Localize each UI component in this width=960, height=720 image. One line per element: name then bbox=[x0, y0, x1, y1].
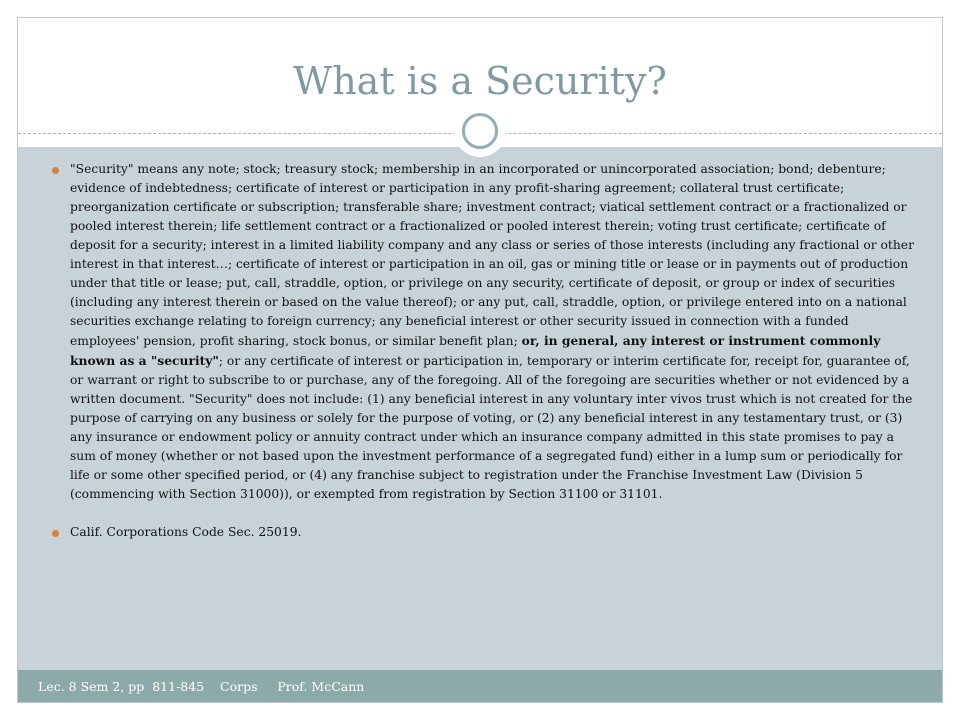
bullet-icon bbox=[52, 530, 59, 537]
citation-text: Calif. Corporations Code Sec. 25019. bbox=[70, 525, 302, 539]
definition-text-end: ; or any certificate of interest or participation in, temporary or interim certificate for, receipt for, guarantee of, or warrant or right to subscribe to or purchase, any of the foregoing. All of the foregoing are securities whether or not evidenced by a written document. "Security" does not include: (1) any beneficial interest in any voluntary inter vivos trust which is not created for the purpose of carrying on any business or solely for the purpose of voting, or (2) any beneficial interest in any testamentary trust, or (3) any insurance or endowment policy or annuity contract under which an insurance company admitted in this state promises to pay a sum of money (whether or not based upon the investment performance of a segregated fund) either in a lump sum or periodically for life or some other specified period, or (4) any franchise subject to registration under the Franchise Investment Law (Division 5 (commencing with Section 31000)), or exempted from registration by Section 31100 or 31101. bbox=[70, 354, 913, 501]
bullet-item-definition bbox=[48, 160, 918, 504]
bullet-item-citation bbox=[48, 523, 918, 542]
bullet-list bbox=[48, 160, 918, 542]
bullet-icon bbox=[52, 167, 59, 174]
definition-text-emphasis: or, in general, any interest or instrument commonly known as a "security" bbox=[70, 333, 881, 368]
circle-ornament bbox=[454, 105, 506, 157]
footer-bar bbox=[18, 670, 942, 702]
definition-text-start: "Security" means any note; stock; treasury stock; membership in an incorporated or unincorporated association; bond; debenture; evidence of indebtedness; certificate of interest or participation in any profit-sharing agreement; collateral trust certificate; preorganization certificate or subscription; transferable share; investment contract; viatical settlement contract or a fractionalized or pooled interest therein; life settlement contract or a fractionalized or pooled interest therein; voting trust certificate; certificate of deposit for a security; interest in a limited liability company and any class or series of those interests (including any fractional or other interest in that interest…; certificate of interest or participation in an oil, gas or mining title or lease or in payments out of production under that title or lease; put, call, straddle, option, or privilege on any security, certificate of deposit, or group or index of securities (including any interest therein or based on the value thereof); or any put, call, straddle, option, or privilege entered into on a national securities exchange relating to foreign currency; any beneficial interest or other security issued in connection with a funded employees' pension, profit sharing, stock bonus, or similar benefit plan; bbox=[70, 162, 914, 348]
footer-text: Lec. 8 Sem 2, pp 811-845 Corps Prof. McCann bbox=[38, 679, 365, 694]
slide-title: What is a Security? bbox=[293, 59, 667, 103]
ring-icon bbox=[462, 113, 498, 149]
